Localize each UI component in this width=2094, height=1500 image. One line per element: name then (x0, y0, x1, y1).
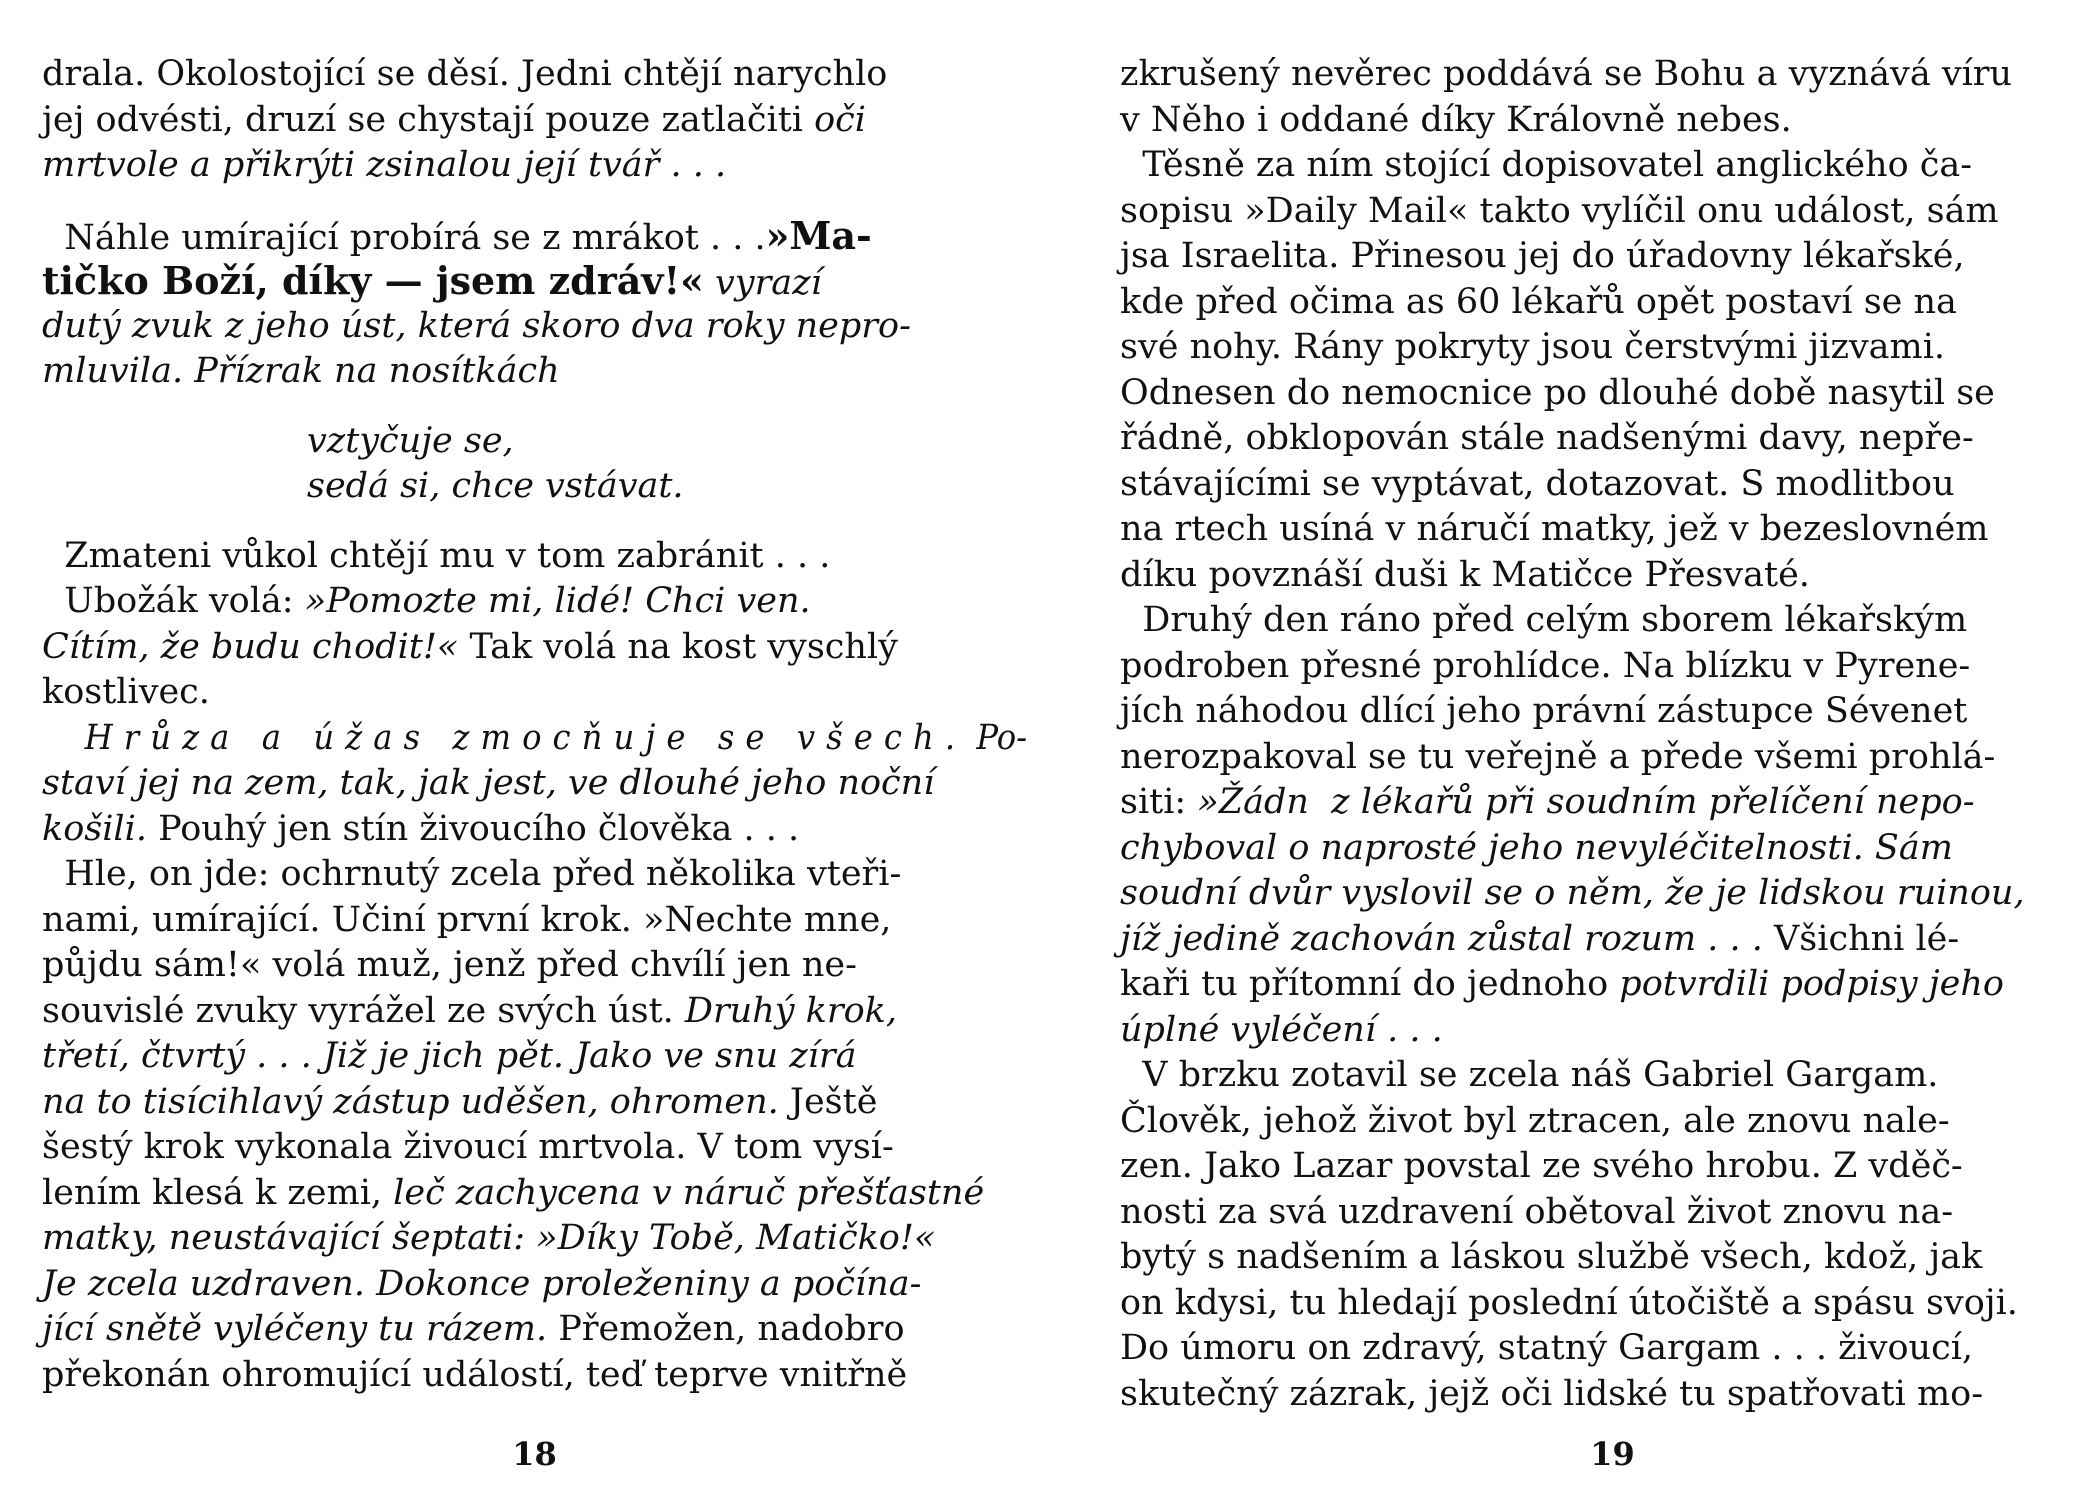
text-run: drala. Okolostojící se děsí. Jedni chtějí narychlo (42, 54, 888, 94)
text-run: podroben přesné prohlídce. Na blízku v Pyrene- (1120, 645, 1971, 686)
text-run: Po- (966, 717, 1028, 758)
text-run: souvislé zvuky vyrážel ze svých úst. (42, 990, 685, 1031)
text-line (1120, 1190, 2094, 1236)
text-line (1120, 962, 2094, 1008)
text-run: skutečný zázrak, jejž oči lidské tu spatřovati mo- (1120, 1373, 1984, 1414)
text-line (42, 1034, 1027, 1080)
text-run: jích náhodou dlící jeho právní zástupce Sévenet (1120, 691, 1968, 731)
text-run: jíž jedině zachován zůstal rozum . . . (1120, 918, 1763, 959)
text-run: Hrůza a úžas zmocňuje se všech. (42, 717, 967, 758)
text-line (1120, 826, 2094, 872)
text-run: šestý krok vykonala živoucí mrtvola. V tom vysí- (42, 1127, 894, 1167)
text-run: Těsně za ním stojící dopisovatel anglického ča- (1120, 145, 1973, 185)
text-run: Druhý den ráno před celým sborem lékařským (1120, 600, 1968, 640)
text-run: zen. Jako Lazar povstal ze svého hrobu. Z vděč- (1120, 1146, 1963, 1186)
text-run: sopisu »Daily Mail« takto vylíčil onu událost, sám (1120, 190, 1999, 231)
text-run: oči (814, 99, 866, 140)
text-line (1120, 1326, 2094, 1372)
text-run: »Pomozte mi, lidé! Chci ven. (304, 581, 811, 621)
text-line (1120, 1053, 2094, 1099)
text-run: jící snětě vyléčeny tu rázem. (42, 1309, 548, 1349)
text-run: kostlivec. (42, 672, 210, 712)
text-run: bytý s nadšením a láskou službě všech, kdož, jak (1120, 1237, 1983, 1277)
text-line (1120, 644, 2094, 690)
text-line (1120, 189, 2094, 235)
text-line (42, 349, 1027, 395)
text-line (42, 258, 1027, 304)
text-line (42, 898, 1027, 944)
text-run: díku povznáší duši k Matičce Přesvaté. (1120, 554, 1810, 595)
text-line (1120, 598, 2094, 644)
text-line (1120, 1099, 2094, 1145)
text-line (1120, 1281, 2094, 1327)
text-run: řádně, obklopován stále nadšenými davy, nepře- (1120, 418, 1974, 458)
paragraph-gap (42, 510, 1027, 534)
text-line (1120, 1235, 2094, 1281)
text-line (1120, 1008, 2094, 1054)
text-run: Druhý krok, (684, 990, 898, 1031)
text-line (42, 943, 1027, 989)
left-page (42, 52, 1027, 1472)
text-run: Všichni lé- (1762, 918, 1960, 959)
text-run: na to tisícihlavý zástup uděšen, ohromen. (42, 1081, 779, 1122)
text-line (1120, 234, 2094, 280)
text-line (1120, 507, 2094, 553)
text-line (42, 1171, 1027, 1217)
text-run: vyrazí (703, 263, 822, 303)
text-line (1120, 1372, 2094, 1418)
text-line (42, 213, 1027, 259)
text-run: dutý zvuk z jeho úst, která skoro dva roky nepro- (42, 305, 911, 346)
text-run: matky, neustávající šeptati: »Díky Tobě, Matičko!« (42, 1218, 936, 1258)
text-run: Cítím, že budu chodit!« (42, 626, 459, 667)
text-run: Pouhý jen stín živoucího člověka . . . (146, 808, 800, 849)
text-run: lením klesá k zemi, (42, 1172, 394, 1213)
right-page (1120, 52, 2094, 1472)
text-run: »Žádn z lékařů při soudním přelíčení nepo- (1197, 782, 1975, 822)
right-page-text (1120, 52, 2094, 1417)
text-line (1120, 553, 2094, 599)
text-run: sedá si, chce vstávat. (307, 466, 684, 506)
text-line (42, 670, 1027, 716)
text-run: košili. (42, 808, 147, 849)
text-run: Tak volá na kost vyschlý (458, 626, 898, 667)
text-run: jsa Israelita. Přinesou jej do úřadovny lékařské, (1120, 236, 1965, 276)
text-run: V brzku zotavil se zcela náš Gabriel Gargam. (1120, 1055, 1939, 1095)
text-line (1120, 52, 2094, 98)
text-run: Přemožen, nadobro (547, 1309, 905, 1349)
text-run: kaři tu přítomní do jednoho (1120, 964, 1620, 1004)
text-run: Do úmoru on zdravý, statný Gargam . . . živoucí, (1120, 1328, 1974, 1368)
text-run: zkrušený nevěrec poddává se Bohu a vyznává víru (1120, 54, 2013, 94)
text-run: Ubožák volá: (42, 581, 305, 621)
text-run: Zmateni vůkol chtějí mu v tom zabránit . . . (42, 535, 831, 576)
text-line (42, 98, 1027, 144)
text-run: Je zcela uzdraven. Dokonce proleženiny a počína- (42, 1263, 922, 1304)
text-line (42, 852, 1027, 898)
text-run: chyboval o naprosté jeho nevyléčitelnosti. Sám (1120, 827, 1953, 868)
text-run: své nohy. Rány pokryty jsou čerstvými jizvami. (1120, 327, 1946, 367)
text-line (42, 304, 1027, 350)
text-line (42, 419, 1027, 465)
text-line (42, 1262, 1027, 1308)
text-run: vztyčuje se, (307, 420, 514, 461)
text-line (1120, 98, 2094, 144)
text-line (1120, 371, 2094, 417)
text-line (1120, 735, 2094, 781)
text-line (42, 989, 1027, 1035)
text-run: stávajícími se vyptávat, dotazovat. S modlitbou (1120, 463, 1955, 504)
text-line (1120, 462, 2094, 508)
text-run: Člověk, jehož život byl ztracen, ale znovu nale- (1120, 1100, 1950, 1141)
text-line (1120, 325, 2094, 371)
text-run: úplné vyléčení . . . (1120, 1009, 1443, 1050)
text-line (1120, 689, 2094, 735)
text-line (42, 807, 1027, 853)
text-line (42, 1353, 1027, 1399)
text-line (42, 1216, 1027, 1262)
text-line (42, 1125, 1027, 1171)
text-run: »Ma- (765, 212, 872, 258)
page-number-right: 19 (1590, 1435, 1635, 1473)
page-number-left: 18 (512, 1435, 557, 1473)
text-run: on kdysi, tu hledají poslední útočiště a spásu svoji. (1120, 1282, 2018, 1323)
text-run: na rtech usíná v náručí matky, jež v bezeslovném (1120, 509, 1989, 549)
paragraph-gap (42, 189, 1027, 213)
text-line (42, 761, 1027, 807)
text-line (42, 716, 1028, 762)
text-run: jej odvésti, druzí se chystají pouze zatlačiti (42, 99, 815, 140)
text-run: soudní dvůr vyslovil se o něm, že je lidskou ruinou, (1120, 873, 2025, 913)
text-line (1120, 1144, 2094, 1190)
text-line (42, 625, 1027, 671)
text-line (1120, 280, 2094, 326)
text-run: kde před očima as 60 lékařů opět postaví se na (1120, 281, 1957, 322)
text-line (42, 579, 1027, 625)
text-run: nerozpakoval se tu veřejně a přede všemi prohlá- (1120, 736, 1996, 777)
left-page-text (42, 52, 1027, 1398)
text-run: staví jej na zem, tak, jak jest, ve dlouhé jeho noční (42, 763, 935, 803)
text-run: Ještě (778, 1081, 878, 1122)
text-run: potvrdili podpisy jeho (1619, 964, 2004, 1004)
text-line (42, 464, 1027, 510)
text-run: nosti za svá uzdravení obětoval život znovu na- (1120, 1191, 1954, 1232)
text-line (42, 1080, 1027, 1126)
text-line (1120, 416, 2094, 462)
text-run: Odnesen do nemocnice po dlouhé době nasytil se (1120, 372, 1995, 413)
paragraph-gap (42, 395, 1027, 419)
text-run: půjdu sám!« volá muž, jenž před chvílí jen ne- (42, 945, 857, 985)
text-line (42, 1307, 1027, 1353)
text-line (1120, 143, 2094, 189)
text-line (1120, 871, 2094, 917)
text-line (1120, 780, 2094, 826)
text-run: leč zachycena v náruč přešťastné (393, 1172, 985, 1213)
text-run: Náhle umírající probírá se z mrákot . . . (42, 217, 766, 258)
text-run: mrtvole a přikrýti zsinalou její tvář . . . (42, 145, 727, 185)
text-run: překonán ohromující událostí, teď teprve vnitřně (42, 1354, 908, 1395)
text-line (1120, 917, 2094, 963)
text-run: Hle, on jde: ochrnutý zcela před několika vteři- (42, 854, 902, 894)
text-line (42, 534, 1027, 580)
text-run: nami, umírající. Učiní první krok. »Nechte mne, (42, 899, 892, 940)
text-run: tičko Boží, díky — jsem zdráv!« (42, 258, 704, 303)
text-run: siti: (1120, 782, 1198, 822)
text-run: mluvila. Přízrak na nosítkách (42, 351, 560, 391)
text-line (42, 143, 1027, 189)
text-run: v Něho i oddané díky Královně nebes. (1120, 99, 1792, 140)
text-run: třetí, čtvrtý . . . Již je jich pět. Jako ve snu zírá (42, 1036, 857, 1076)
text-line (42, 52, 1027, 98)
